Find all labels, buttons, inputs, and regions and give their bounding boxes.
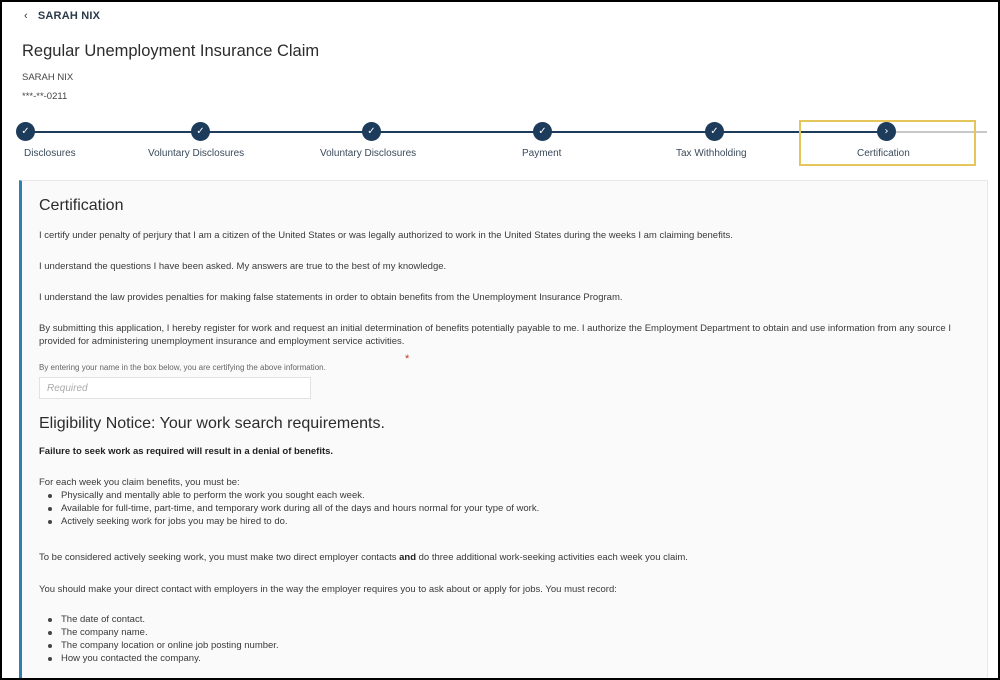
signature-label: By entering your name in the box below, you are certifying the above information. xyxy=(39,363,326,372)
certification-text-penalties: I understand the law provides penalties for making false statements in order to obtain benefits from the Unemployment Insurance Program. xyxy=(39,292,623,303)
step-label-disclosures[interactable]: Disclosures xyxy=(24,148,76,159)
check-icon: ✓ xyxy=(367,126,376,137)
certification-text-citizenship: I certify under penalty of perjury that I am a citizen of the United States or was legally authorized to work in the United States during the weeks I am claiming benefits. xyxy=(39,230,733,241)
eligibility-heading: Eligibility Notice: Your work search requirements. xyxy=(39,415,385,432)
step-node-voluntary-disclosures-1[interactable] xyxy=(191,122,210,141)
step-node-voluntary-disclosures-2[interactable] xyxy=(362,122,381,141)
current-step-highlight xyxy=(799,120,976,166)
list-item: Available for full-time, part-time, and temporary work during all of the days and hours normal for your type of work. xyxy=(61,503,540,514)
check-icon: ✓ xyxy=(21,126,30,137)
page-title: Regular Unemployment Insurance Claim xyxy=(22,42,320,60)
claimant-name: SARAH NIX xyxy=(22,72,74,83)
step-node-tax-withholding[interactable] xyxy=(705,122,724,141)
step-label-tax-withholding[interactable]: Tax Withholding xyxy=(676,148,747,159)
claimant-ssn: ***-**-0211 xyxy=(22,91,68,102)
check-icon: ✓ xyxy=(196,126,205,137)
step-node-disclosures[interactable] xyxy=(16,122,35,141)
check-icon: ✓ xyxy=(710,126,719,137)
list-item: Physically and mentally able to perform the work you sought each week. xyxy=(61,489,539,502)
progress-stepper xyxy=(2,120,1000,170)
active-search-text: To be considered actively seeking work, you must make two direct employer contacts and do three additional work-seeking activities each week you claim. xyxy=(39,552,688,563)
check-icon: ✓ xyxy=(538,126,547,137)
certification-text-understand-questions: I understand the questions I have been asked. My answers are true to the best of my knowledge. xyxy=(39,261,447,272)
list-item: Actively seeking work for jobs you may be hired to do. xyxy=(61,515,539,528)
list-item: The company name. xyxy=(61,626,279,639)
stepper-track-complete xyxy=(22,131,882,133)
record-intro: You should make your direct contact with employers in the way the employer requires you to ask about or apply for jobs. You must record: xyxy=(39,584,617,595)
record-items-list xyxy=(39,613,279,665)
certification-heading: Certification xyxy=(39,197,124,214)
list-item: How you contacted the company. xyxy=(61,652,279,665)
chevron-left-icon: ‹ xyxy=(24,10,28,22)
step-label-voluntary-disclosures-2[interactable]: Voluntary Disclosures xyxy=(320,148,417,159)
certification-panel xyxy=(19,180,988,680)
eligibility-intro: For each week you claim benefits, you must be: xyxy=(39,477,240,488)
step-label-certification[interactable]: Certification xyxy=(857,148,910,159)
step-node-payment[interactable] xyxy=(533,122,552,141)
step-label-payment[interactable]: Payment xyxy=(522,148,562,159)
list-item: The date of contact. xyxy=(61,613,279,626)
certification-text-register: By submitting this application, I hereby register for work and request an initial determination of benefits potentially payable to me. I authorize the Employment Department to obtain and use information from any source I provided for administering unemployment insurance and employment service activities. xyxy=(39,323,951,347)
eligibility-requirements-list xyxy=(39,489,539,528)
step-label-voluntary-disclosures-1[interactable]: Voluntary Disclosures xyxy=(148,148,245,159)
list-item: The company location or online job posting number. xyxy=(61,640,279,651)
back-link[interactable] xyxy=(24,10,100,22)
eligibility-warning: Failure to seek work as required will result in a denial of benefits. xyxy=(39,446,334,457)
signature-name-input[interactable] xyxy=(39,377,311,399)
back-link-label: SARAH NIX xyxy=(37,10,101,22)
required-marker: * xyxy=(405,353,410,365)
chevron-right-icon: › xyxy=(884,126,889,137)
